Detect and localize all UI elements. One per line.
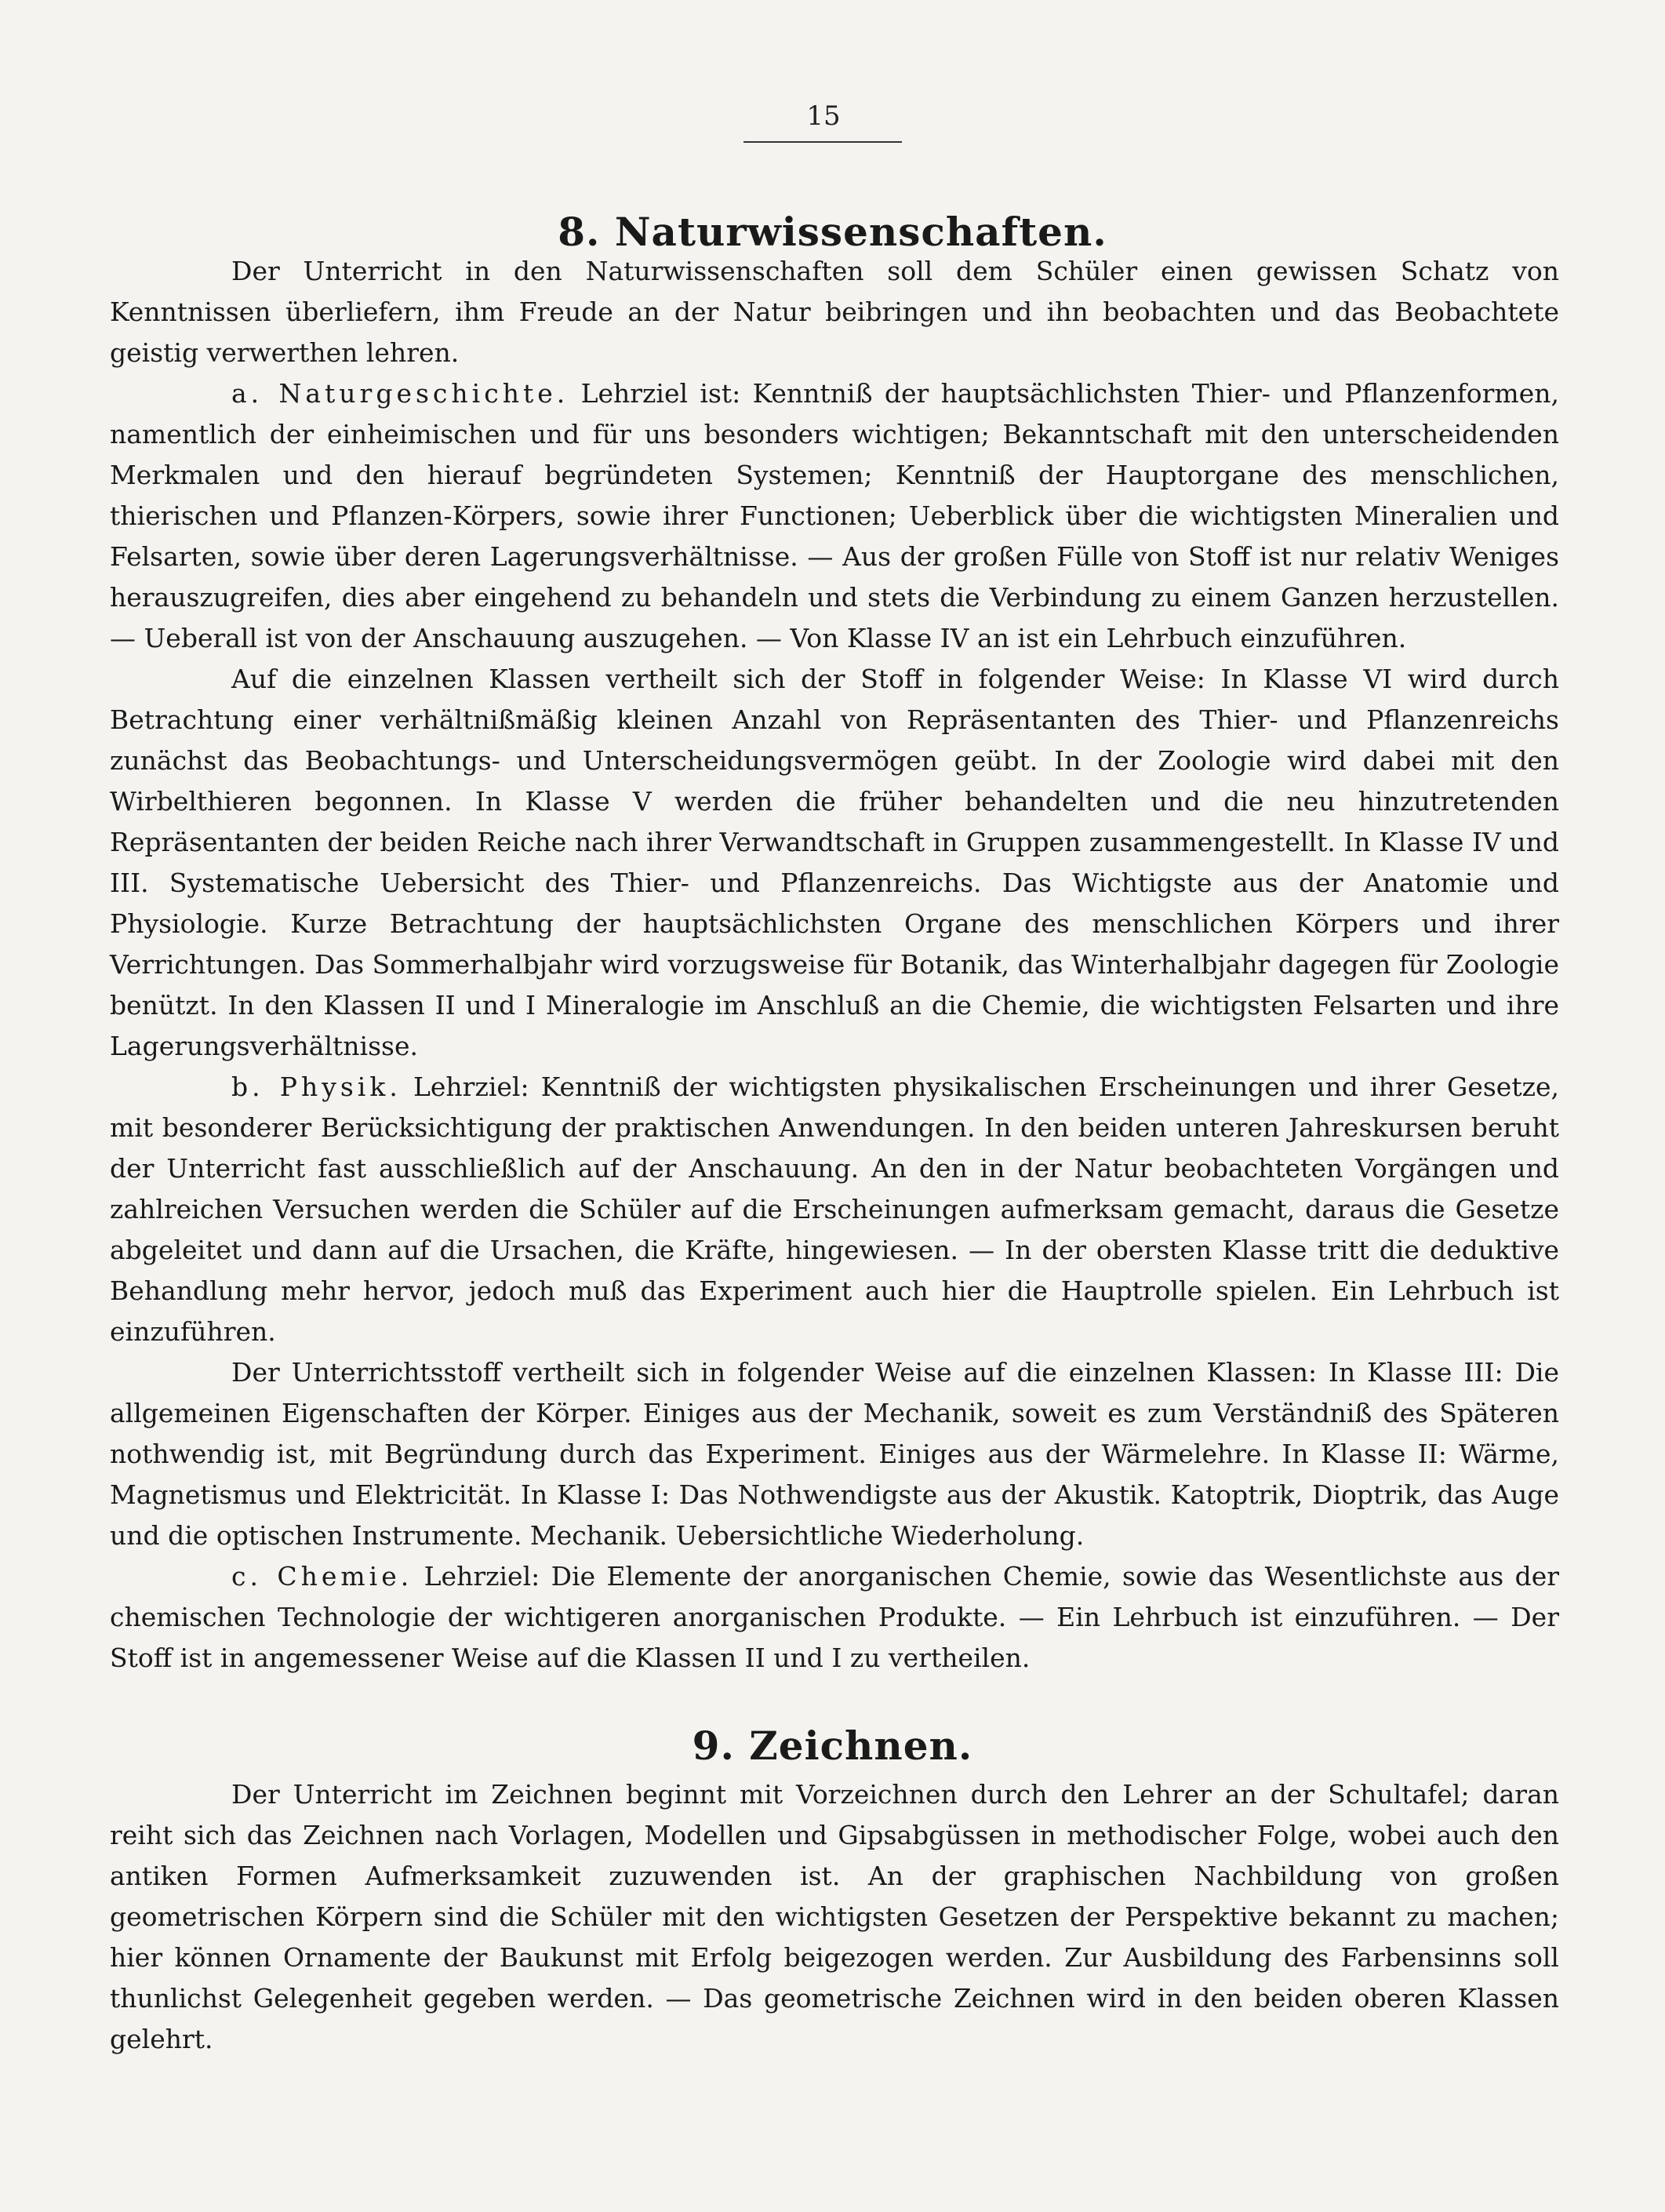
paragraph-text: Der Unterricht in den Naturwissenschaften soll dem Schüler einen gewissen Schatz von Kenntnissen überliefern, ihm Freude an der Natur beibringen und ihn beobachten und das Beobachtete geistig verwerthen lehren. <box>110 256 1559 368</box>
paragraph-text: Lehrziel ist: Kenntniß der hauptsächlichsten Thier- und Pflanzenformen, namentlich der einheimischen und für uns besonders wichtigen; Bekanntschaft mit den unterscheidenden Merkmalen und den hierauf begründeten Systemen; Kenntniß der Hauptorgane des menschlichen, thierischen und Pflanzen-Körpers, sowie ihrer Functionen; Ueberblick über die wichtigsten Mineralien und Felsarten, sowie über deren Lagerungsverhältnisse. — Aus der großen Fülle von Stoff ist nur relativ Weniges herauszugreifen, dies aber eingehend zu behandeln und stets die Verbindung zu einem Ganzen herzustellen. — Ueberall ist von der Anschauung auszugehen. — Von Klasse IV an ist ein Lehrbuch einzuführen. <box>110 378 1559 653</box>
page-number-rule <box>743 141 902 143</box>
page-number: 15 <box>806 100 841 132</box>
section-title-naturwissenschaften: 8. Naturwissenschaften. <box>558 208 1107 255</box>
paragraph <box>110 251 1559 373</box>
paragraph <box>110 1774 1559 2060</box>
section-title-zeichnen: 9. Zeichnen. <box>692 1722 973 1769</box>
paragraph-text: Lehrziel: Kenntniß der wichtigsten physikalischen Erscheinungen und ihrer Gesetze, mit besonderer Berücksichtigung der praktischen Anwendungen. In den beiden unteren Jahreskursen beruht der Unterricht fast ausschließlich auf der Anschauung. An den in der Natur beobachteten Vorgängen und zahlreichen Versuchen werden die Schüler auf die Erscheinungen aufmerksam gemacht, daraus die Gesetze abgeleitet und dann auf die Ursachen, die Kräfte, hingewiesen. — In der obersten Klasse tritt die deduktive Behandlung mehr hervor, jedoch muß das Experiment auch hier die Hauptrolle spielen. Ein Lehrbuch ist einzuführen. <box>110 1071 1559 1347</box>
paragraph <box>110 659 1559 1067</box>
paragraph <box>110 1352 1559 1556</box>
section-body-naturwissenschaften <box>110 251 1559 1679</box>
paragraph <box>110 1067 1559 1352</box>
paragraph <box>110 1556 1559 1679</box>
subsection-label: c. Chemie. <box>231 1561 413 1592</box>
paragraph-text: Auf die einzelnen Klassen vertheilt sich der Stoff in folgender Weise: In Klasse VI wird durch Betrachtung einer verhältnißmäßig kleinen Anzahl von Repräsentanten des Thier- und Pflanzenreichs zunächst das Beobachtungs- und Unterscheidungsvermögen geübt. In der Zoologie wird dabei mit den Wirbelthieren begonnen. In Klasse V werden die früher behandelten und die neu hinzutretenden Repräsentanten der beiden Reiche nach ihrer Verwandtschaft in Gruppen zusammengestellt. In Klasse IV und III. Systematische Uebersicht des Thier- und Pflanzenreichs. Das Wichtigste aus der Anatomie und Physiologie. Kurze Betrachtung der hauptsächlichsten Organe des menschlichen Körpers und ihrer Verrichtungen. Das Sommerhalbjahr wird vorzugsweise für Botanik, das Winterhalbjahr dagegen für Zoologie benützt. In den Klassen II und I Mineralogie im Anschluß an die Chemie, die wichtigsten Felsarten und ihre Lagerungsverhältnisse. <box>110 664 1559 1061</box>
paragraph-text: Der Unterricht im Zeichnen beginnt mit Vorzeichnen durch den Lehrer an der Schultafel; daran reiht sich das Zeichnen nach Vorlagen, Modellen und Gipsabgüssen in methodischer Folge, wobei auch den antiken Formen Aufmerksamkeit zuzuwenden ist. An der graphischen Nachbildung von großen geometrischen Körpern sind die Schüler mit den wichtigsten Gesetzen der Perspektive bekannt zu machen; hier können Ornamente der Baukunst mit Erfolg beigezogen werden. Zur Ausbildung des Farbensinns soll thunlichst Gelegenheit gegeben werden. — Das geometrische Zeichnen wird in den beiden oberen Klassen gelehrt. <box>110 1779 1559 2054</box>
paragraph-text: Lehrziel: Die Elemente der anorganischen Chemie, sowie das Wesentlichste aus der chemischen Technologie der wichtigeren anorganischen Produkte. — Ein Lehrbuch ist einzuführen. — Der Stoff ist in angemessener Weise auf die Klassen II und I zu vertheilen. <box>110 1561 1560 1673</box>
section-body-zeichnen <box>110 1774 1559 2060</box>
paragraph <box>110 373 1559 659</box>
subsection-label: b. Physik. <box>231 1071 402 1102</box>
subsection-label: a. Naturgeschichte. <box>231 378 569 409</box>
paragraph-text: Der Unterrichtsstoff vertheilt sich in folgender Weise auf die einzelnen Klassen: In Klasse III: Die allgemeinen Eigenschaften der Körper. Einiges aus der Mechanik, soweit es zum Verständniß des Späteren nothwendig ist, mit Begründung durch das Experiment. Einiges aus der Wärmelehre. In Klasse II: Wärme, Magnetismus und Elektricität. In Klasse I: Das Nothwendigste aus der Akustik. Katoptrik, Dioptrik, das Auge und die optischen Instrumente. Mechanik. Uebersichtliche Wiederholung. <box>110 1357 1559 1551</box>
